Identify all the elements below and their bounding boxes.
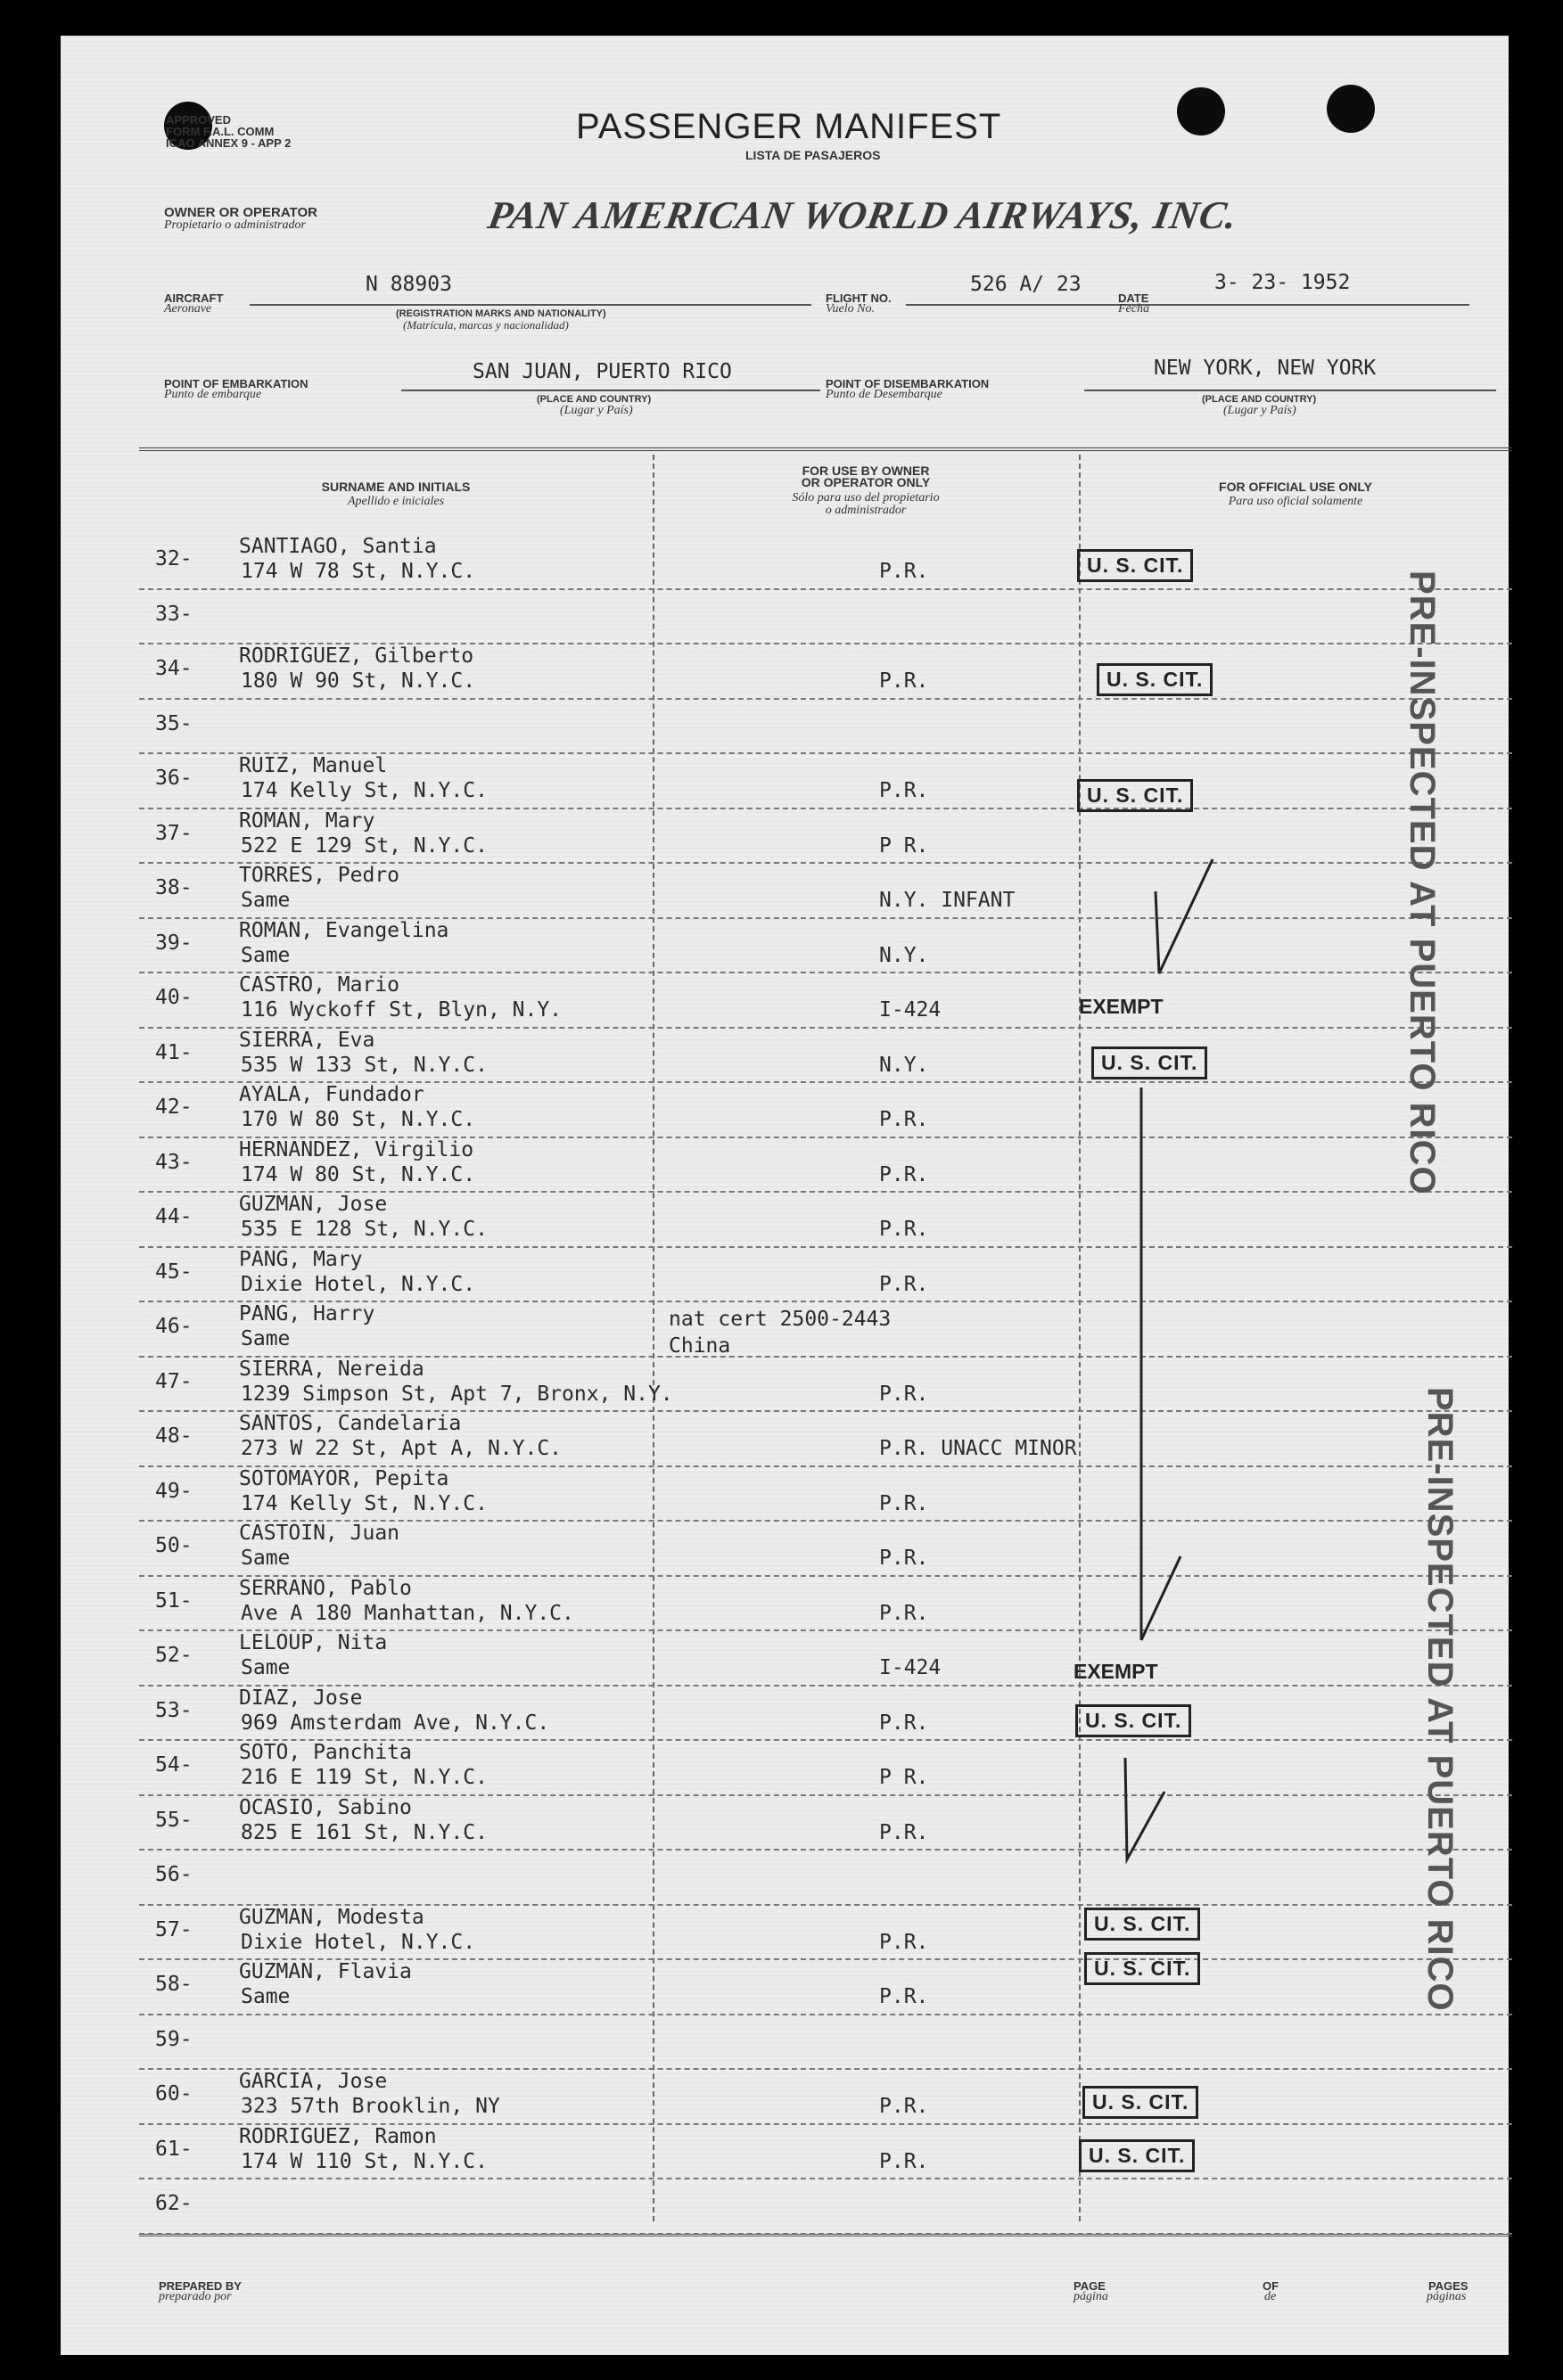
row-number: 34- (155, 657, 193, 680)
passenger-address: Same (241, 1985, 291, 2008)
row-number: 52- (155, 1644, 193, 1667)
operator-entry: N.Y. INFANT (879, 889, 1016, 912)
approval-line: FORM F.A.L. COMM (166, 125, 275, 138)
row-number: 47- (155, 1369, 193, 1393)
us-citizen-stamp: U. S. CIT. (1084, 1952, 1200, 1985)
operator-entry: I-424 (879, 998, 942, 1022)
passenger-name: GUZMAN, Flavia (239, 1960, 412, 1983)
operator-entry: N.Y. (879, 1053, 929, 1077)
row-number: 62- (155, 2192, 193, 2215)
operator-entry: P.R. (879, 2095, 929, 2118)
embark-place-label-es: (Lugar y País) (560, 404, 633, 417)
passenger-address: Same (241, 1327, 291, 1350)
operator-entry: nat cert 2500-2443 China (669, 1308, 892, 1358)
row-number: 61- (155, 2137, 193, 2161)
passenger-name: PANG, Harry (239, 1302, 375, 1325)
operator-entry: P.R. (879, 1162, 929, 1186)
disembark-place-label-es: (Lugar y País) (1223, 404, 1296, 417)
passenger-address: Same (241, 943, 291, 967)
operator-name: PAN AMERICAN WORLD AIRWAYS, INC. (484, 193, 1242, 237)
passenger-address: Same (241, 889, 291, 912)
registration-label: (REGISTRATION MARKS AND NATIONALITY) (396, 308, 606, 319)
date-label: DATE (1118, 291, 1149, 305)
row-number: 51- (155, 1588, 193, 1613)
embarkation-value: SAN JUAN, PUERTO RICO (473, 360, 732, 383)
row-number: 57- (155, 1917, 193, 1941)
registration-label-es: (Matrícula, marcas y nacionalidad) (403, 318, 569, 332)
row-number: 41- (155, 1040, 193, 1064)
passenger-address: Same (241, 1656, 291, 1679)
embark-place-label: (PLACE AND COUNTRY) (537, 394, 652, 405)
us-citizen-stamp: U. S. CIT. (1082, 2086, 1198, 2119)
embarkation-label-es: Punto de embarque (164, 388, 262, 401)
passenger-name: SERRANO, Pablo (239, 1576, 412, 1600)
passenger-name: RUIZ, Manuel (239, 754, 388, 777)
passenger-address: 535 W 133 St, N.Y.C. (241, 1053, 488, 1077)
passenger-name: RODRIGUEZ, Gilberto (239, 644, 474, 668)
operator-entry: P.R. (879, 1272, 929, 1296)
passenger-address: 116 Wyckoff St, Blyn, N.Y. (241, 998, 563, 1022)
column-header-surname: SURNAME AND INITIALS (321, 480, 471, 494)
row-number: 59- (155, 2027, 193, 2051)
passenger-name: TORRES, Pedro (239, 864, 400, 887)
pre-inspected-stamp: PRE-INSPECTED AT PUERTO RICO (1420, 1387, 1460, 2012)
operator-entry: P.R. (879, 1820, 929, 1844)
row-number: 36- (155, 767, 193, 790)
page-title: PASSENGER MANIFEST (576, 107, 1002, 146)
passenger-name: DIAZ, Jose (239, 1686, 363, 1710)
row-number: 49- (155, 1479, 193, 1503)
row-number: 54- (155, 1753, 193, 1777)
row-number: 44- (155, 1205, 193, 1228)
disembarkation-label-es: Punto de Desembarque (826, 388, 942, 401)
row-number: 42- (155, 1096, 193, 1119)
operator-entry: N.Y. (879, 943, 929, 967)
passenger-address: 825 E 161 St, N.Y.C. (241, 1820, 488, 1844)
operator-entry: P.R. (879, 1547, 929, 1570)
row-number: 50- (155, 1534, 193, 1557)
passenger-address: 174 W 78 St, N.Y.C. (241, 560, 476, 583)
operator-entry: P.R. UNACC MINOR (879, 1437, 1077, 1460)
column-header-operator-es: Sólo para uso del propietario o administrador (792, 491, 940, 517)
flight-value: 526 A/ 23 (970, 273, 1082, 296)
operator-entry: P.R. (879, 560, 929, 583)
row-number: 56- (155, 1863, 193, 1886)
exempt-mark: EXEMPT (1074, 1660, 1158, 1683)
row-number: 46- (155, 1315, 193, 1338)
operator-entry: P.R. (879, 1382, 929, 1406)
operator-entry: P.R. (879, 1601, 929, 1625)
check-mark (1156, 859, 1213, 973)
passenger-name: SIERRA, Eva (239, 1028, 375, 1052)
disembarkation-label: POINT OF DISEMBARKATION (826, 377, 990, 390)
operator-entry: P R. (879, 833, 929, 858)
passenger-address: Dixie Hotel, N.Y.C. (241, 1930, 476, 1954)
row-number: 43- (155, 1150, 193, 1174)
passenger-name: CASTOIN, Juan (239, 1522, 400, 1545)
flight-label-es: Vuelo No. (826, 302, 875, 316)
passenger-address: 174 W 80 St, N.Y.C. (241, 1162, 476, 1186)
row-number: 48- (155, 1424, 193, 1448)
passenger-name: OCASIO, Sabino (239, 1795, 412, 1819)
approval-line: APPROVED (166, 113, 231, 127)
passenger-address: 174 Kelly St, N.Y.C. (241, 1491, 488, 1515)
passenger-address: 273 W 22 St, Apt A, N.Y.C. (241, 1437, 563, 1460)
handwritten-check-marks (61, 36, 1509, 2355)
row-number: 40- (155, 986, 193, 1009)
passenger-address: Dixie Hotel, N.Y.C. (241, 1272, 476, 1296)
of-label: OF (1263, 2279, 1279, 2293)
row-number: 60- (155, 2082, 193, 2105)
column-header-surname-es: Apellido e iniciales (347, 495, 445, 508)
passenger-address: 535 E 128 St, N.Y.C. (241, 1218, 488, 1241)
row-number: 45- (155, 1260, 193, 1284)
passenger-address: 180 W 90 St, N.Y.C. (241, 669, 476, 693)
operator-entry: P.R. (879, 1108, 929, 1131)
row-number: 53- (155, 1698, 193, 1722)
column-header-operator: FOR USE BY OWNER OR OPERATOR ONLY (801, 464, 931, 489)
passenger-name: LELOUP, Nita (239, 1631, 388, 1654)
row-number: 37- (155, 821, 193, 845)
operator-entry: P.R. (879, 2149, 929, 2173)
flight-label: FLIGHT NO. (826, 291, 892, 305)
manifest-sheet (61, 36, 1509, 2355)
of-label-es: de (1264, 2290, 1277, 2303)
column-header-official: FOR OFFICIAL USE ONLY (1219, 480, 1372, 494)
us-citizen-stamp: U. S. CIT. (1091, 1046, 1207, 1079)
row-number: 33- (155, 602, 193, 626)
row-number: 58- (155, 1973, 193, 1996)
aircraft-label: AIRCRAFT (164, 291, 224, 305)
passenger-address: 174 Kelly St, N.Y.C. (241, 779, 488, 802)
us-citizen-stamp: U. S. CIT. (1097, 663, 1213, 696)
us-citizen-stamp: U. S. CIT. (1079, 2139, 1195, 2172)
disembarkation-value: NEW YORK, NEW YORK (1154, 357, 1377, 380)
passenger-name: AYALA, Fundador (239, 1083, 424, 1106)
operator-entry: P.R. (879, 1491, 929, 1515)
embarkation-label: POINT OF EMBARKATION (164, 377, 308, 390)
page-subtitle: LISTA DE PASAJEROS (745, 148, 881, 162)
operator-entry: P.R. (879, 669, 929, 693)
passenger-name: PANG, Mary (239, 1247, 363, 1271)
passenger-address: Same (241, 1547, 291, 1570)
us-citizen-stamp: U. S. CIT. (1084, 1908, 1200, 1941)
passenger-name: ROMAN, Evangelina (239, 918, 449, 942)
prepared-by-label-es: preparado por (159, 2290, 232, 2303)
page-label-es: página (1074, 2290, 1108, 2303)
passenger-address: 522 E 129 St, N.Y.C. (241, 833, 488, 858)
passenger-name: ROMAN, Mary (239, 808, 375, 833)
passenger-name: HERNANDEZ, Virgilio (239, 1137, 474, 1161)
date-value: 3- 23- 1952 (1214, 271, 1351, 294)
date-label-es: Fecha (1118, 302, 1149, 316)
us-citizen-stamp: U. S. CIT. (1077, 549, 1193, 582)
passenger-name: GUZMAN, Modesta (239, 1905, 424, 1929)
exempt-mark: EXEMPT (1079, 995, 1164, 1018)
aircraft-label-es: Aeronave (164, 302, 212, 316)
passenger-address: 170 W 80 St, N.Y.C. (241, 1108, 476, 1131)
row-number: 32- (155, 547, 193, 570)
passenger-address: 1239 Simpson St, Apt 7, Bronx, N.Y. (241, 1382, 673, 1406)
pages-label-es: páginas (1427, 2290, 1467, 2303)
passenger-name: RODRIGUEZ, Ramon (239, 2124, 437, 2148)
prepared-by-label: PREPARED BY (159, 2279, 242, 2293)
table-bottom-rule (139, 2234, 1512, 2236)
passenger-name: GUZMAN, Jose (239, 1193, 388, 1216)
check-mark (1141, 1556, 1180, 1640)
passenger-address: 174 W 110 St, N.Y.C. (241, 2149, 488, 2173)
page-label: PAGE (1074, 2279, 1106, 2293)
disembark-place-label: (PLACE AND COUNTRY) (1202, 394, 1317, 405)
passenger-name: SOTO, Panchita (239, 1741, 412, 1764)
operator-entry: P.R. (879, 1985, 929, 2008)
operator-entry: P.R. (879, 1930, 929, 1954)
operator-entry: P.R. (879, 1218, 929, 1241)
pre-inspected-stamp: PRE-INSPECTED AT PUERTO RICO (1403, 570, 1442, 1195)
passenger-name: SANTIAGO, Santia (239, 535, 437, 558)
passenger-name: CASTRO, Mario (239, 973, 400, 997)
passenger-name: SIERRA, Nereida (239, 1357, 424, 1381)
owner-label: OWNER OR OPERATOR (164, 205, 317, 220)
operator-entry: P R. (879, 1766, 929, 1789)
passenger-name: SANTOS, Candelaria (239, 1412, 462, 1435)
row-number: 39- (155, 931, 193, 955)
aircraft-value: N 88903 (366, 273, 452, 296)
row-number: 38- (155, 876, 193, 899)
operator-entry: P.R. (879, 1711, 929, 1735)
column-header-official-es: Para uso oficial solamente (1228, 495, 1363, 508)
passenger-address: 323 57th Brooklin, NY (241, 2095, 500, 2118)
pages-label: PAGES (1428, 2279, 1468, 2293)
row-number: 35- (155, 711, 193, 735)
owner-label-es: Propietario o administrador (164, 218, 306, 232)
passenger-address: 216 E 119 St, N.Y.C. (241, 1766, 488, 1789)
us-citizen-stamp: U. S. CIT. (1077, 779, 1193, 812)
operator-entry: P.R. (879, 779, 929, 802)
us-citizen-stamp: U. S. CIT. (1075, 1704, 1191, 1737)
passenger-address: 969 Amsterdam Ave, N.Y.C. (241, 1711, 550, 1735)
approval-line: ICAO ANNEX 9 - APP 2 (166, 136, 292, 150)
check-mark (1125, 1758, 1164, 1859)
row-number: 55- (155, 1808, 193, 1832)
passenger-name: SOTOMAYOR, Pepita (239, 1466, 449, 1490)
passenger-name: GARCIA, Jose (239, 2070, 388, 2093)
passenger-address: Ave A 180 Manhattan, N.Y.C. (241, 1601, 574, 1625)
operator-entry: I-424 (879, 1656, 942, 1679)
